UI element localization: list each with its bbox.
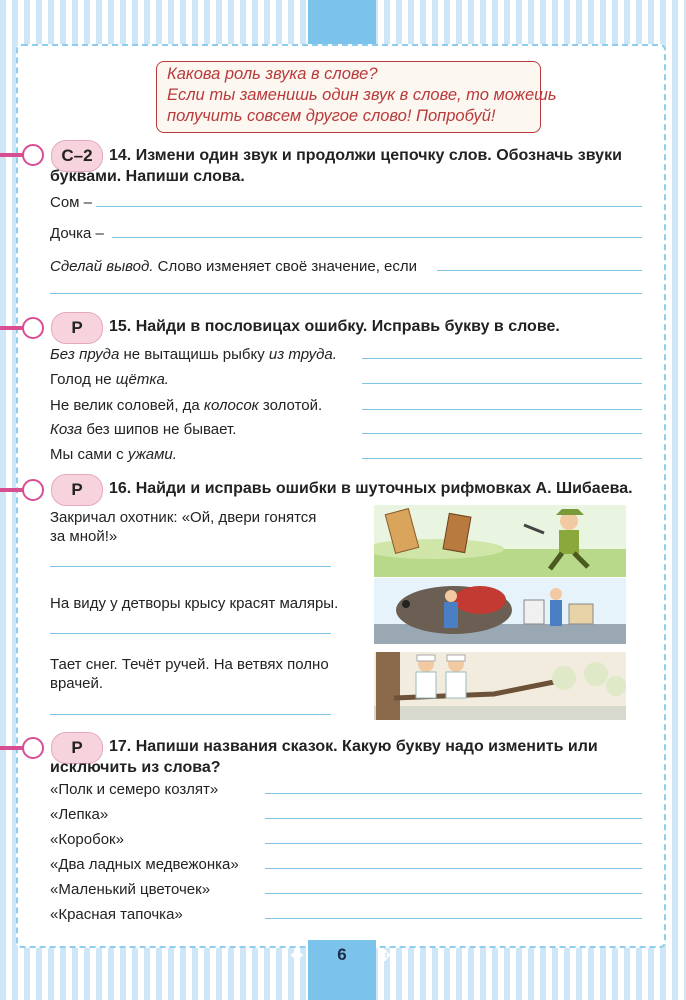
hint-box xyxy=(156,61,557,133)
ornament-icon: ✥ xyxy=(378,948,392,965)
answer-line[interactable] xyxy=(96,206,642,207)
hint-line: Какова роль звука в слове? xyxy=(167,65,378,83)
answer-line[interactable] xyxy=(112,237,642,238)
proverb-part: ужами. xyxy=(127,446,177,463)
answer-line[interactable] xyxy=(50,633,331,634)
answer-line[interactable] xyxy=(437,270,642,271)
hint-line: Если ты заменишь один звук в слове, то можешь xyxy=(167,86,557,104)
conclusion-italic: Сделай вывод. xyxy=(50,258,154,275)
exercise-14-badge: С–2 xyxy=(51,140,103,172)
exercise-14-title: 14. Измени один звук и продолжи цепочку слов. Обозначь звуки xyxy=(109,147,622,164)
proverb-part: Коза xyxy=(50,421,83,438)
exercise-marker xyxy=(0,735,44,761)
illustration-painters-rat xyxy=(374,578,626,644)
answer-line[interactable] xyxy=(362,458,642,459)
answer-line[interactable] xyxy=(50,714,331,715)
proverb-part: без шипов не бывает. xyxy=(82,421,237,438)
rhyme-line: На виду у детворы крысу красят маляры. xyxy=(50,595,339,612)
illustration-hunter-doors xyxy=(374,505,626,577)
answer-line[interactable] xyxy=(265,843,642,844)
answer-line[interactable] xyxy=(362,358,642,359)
proverb-part: колосок xyxy=(203,397,259,414)
answer-line[interactable] xyxy=(362,383,642,384)
top-color-strip xyxy=(308,0,376,48)
answer-line[interactable] xyxy=(265,893,642,894)
answer-line[interactable] xyxy=(265,793,642,794)
exercise-16-badge: Р xyxy=(51,474,103,506)
tale-title: «Маленький цветочек» xyxy=(50,881,211,898)
rhyme-line: Закричал охотник: «Ой, двери гонятся xyxy=(50,509,317,526)
exercise-15-badge: Р xyxy=(51,312,103,344)
proverb xyxy=(50,397,322,415)
proverb-part: Мы сами с xyxy=(50,446,128,463)
answer-line[interactable] xyxy=(265,818,642,819)
answer-line[interactable] xyxy=(362,409,642,410)
exercise-marker xyxy=(0,477,44,503)
exercise-17-title-cont: исключить из слова? xyxy=(50,759,221,776)
exercise-14-title-cont: буквами. Напиши слова. xyxy=(50,168,245,185)
tale-title: «Красная тапочка» xyxy=(50,906,183,923)
answer-line[interactable] xyxy=(265,918,642,919)
proverb xyxy=(50,371,169,389)
rhyme-line: врачей. xyxy=(50,675,104,692)
word-prompt: Сом – xyxy=(50,194,92,211)
tale-title: «Два ладных медвежонка» xyxy=(50,856,239,873)
tale-title: «Полк и семеро козлят» xyxy=(50,781,219,798)
proverb-part: Не велик соловей, да xyxy=(50,397,204,414)
page-number: 6 xyxy=(308,940,376,1000)
exercise-17-title: 17. Напиши названия сказок. Какую букву надо изменить или xyxy=(109,738,598,755)
exercise-16-title: 16. Найди и исправь ошибки в шуточных рифмовках А. Шибаева. xyxy=(109,480,633,497)
exercise-marker xyxy=(0,142,44,168)
exercise-17-badge: Р xyxy=(51,732,103,764)
illustration-doctors-tree xyxy=(374,652,626,720)
conclusion-rest: Слово изменяет своё значение, если xyxy=(153,258,418,275)
word-prompt: Дочка – xyxy=(50,225,104,242)
proverb-part: золотой. xyxy=(258,397,323,414)
proverb-part: Без пруда xyxy=(50,346,120,363)
proverb-part: Голод не xyxy=(50,371,116,388)
conclusion-text xyxy=(50,258,417,276)
proverb xyxy=(50,421,236,439)
answer-line[interactable] xyxy=(362,433,642,434)
proverb-part: не вытащишь рыбку xyxy=(119,346,269,363)
answer-line[interactable] xyxy=(265,868,642,869)
answer-line[interactable] xyxy=(50,293,642,294)
ornament-icon: ✥ xyxy=(290,948,304,965)
tale-title: «Коробок» xyxy=(50,831,124,848)
tale-title: «Лепка» xyxy=(50,806,109,823)
exercise-marker xyxy=(0,315,44,341)
proverb xyxy=(50,446,177,464)
proverb xyxy=(50,346,337,364)
rhyme-line: Тает снег. Течёт ручей. На ветвях полно xyxy=(50,656,329,673)
hint-line: получить совсем другое слово! Попробуй! xyxy=(167,107,496,125)
proverb-part: из труда. xyxy=(268,346,337,363)
exercise-15-title: 15. Найди в пословицах ошибку. Исправь букву в слове. xyxy=(109,318,560,335)
proverb-part: щётка. xyxy=(115,371,169,388)
rhyme-line: за мной!» xyxy=(50,528,118,545)
answer-line[interactable] xyxy=(50,566,331,567)
